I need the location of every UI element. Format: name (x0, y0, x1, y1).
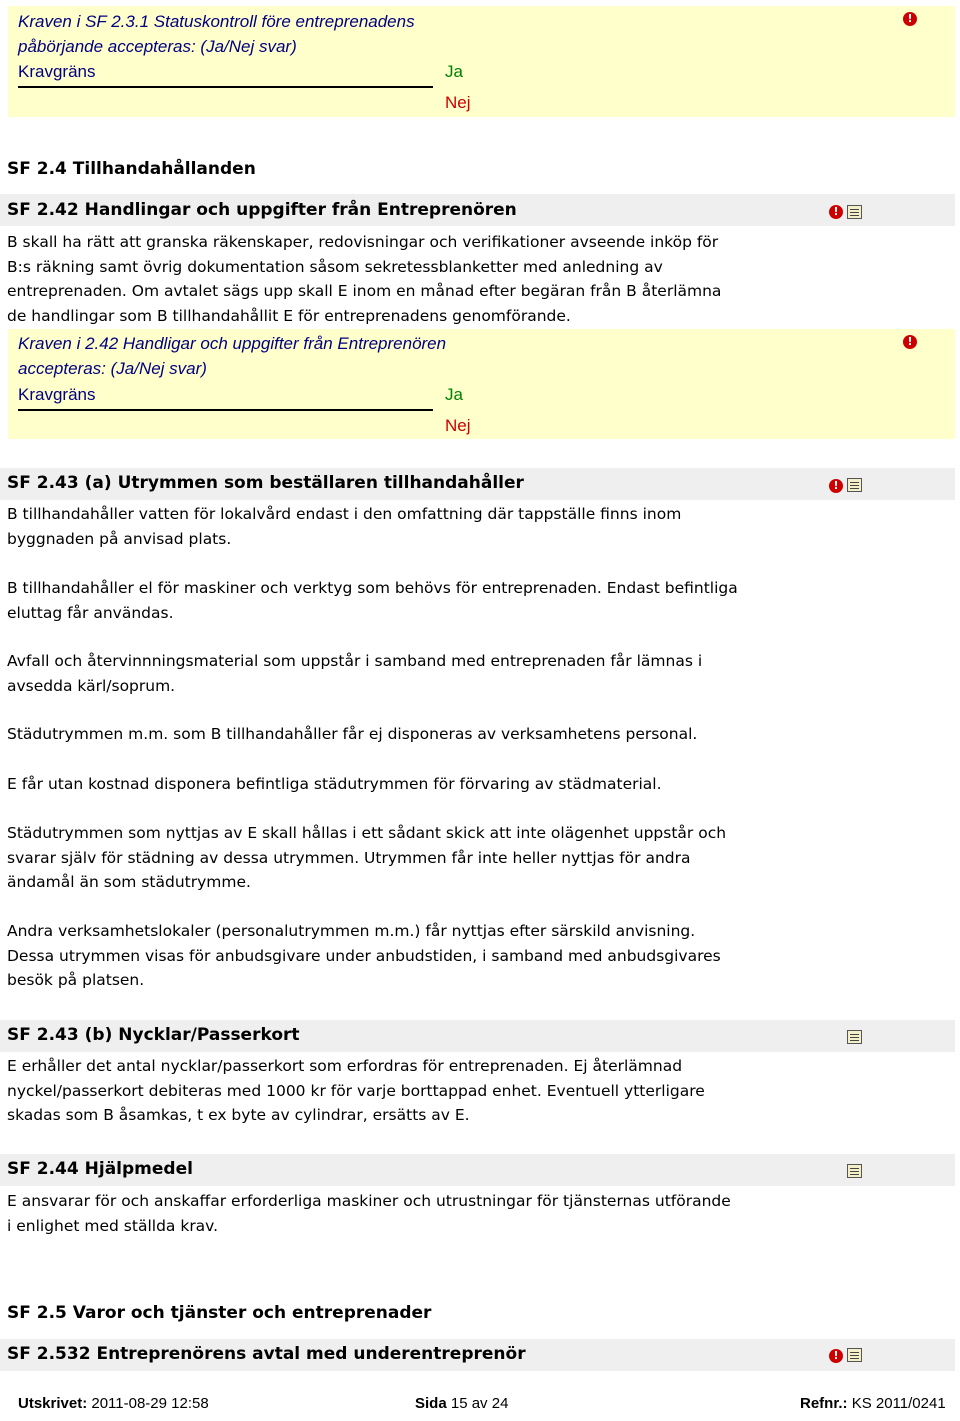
exclamation-icon: ! (829, 205, 843, 219)
footer-printed (18, 1395, 209, 1412)
exclamation-icon: ! (903, 335, 917, 349)
exclamation-icon: ! (829, 1349, 843, 1363)
paragraph (7, 576, 807, 625)
body-line: B skall ha rätt att granska räkenskaper, redovisningar och verifikationer avseende inköp för (7, 233, 719, 251)
body-line: de handlingar som B tillhandahållit E för entreprenadens genomförande. (7, 306, 571, 325)
body-line: E får utan kostnad disponera befintliga städutrymmen för förvaring av städmaterial. (7, 775, 662, 793)
body-line: Städutrymmen som nyttjas av E skall hållas i ett sådant skick att inte olägenhet uppstår och (7, 824, 727, 842)
section-heading-2-43a: SF 2.43 (a) Utrymmen som beställaren tillhandahåller (7, 473, 524, 493)
body-line: avsedda kärl/soprum. (7, 676, 176, 695)
body-line: Andra verksamhetslokaler (personalutrymmen m.m.) får nyttjas efter särskild anvisning. (7, 922, 696, 940)
body-line: Städutrymmen m.m. som B tillhandahåller får ej disponeras av verksamhetens personal. (7, 725, 698, 743)
body-line: B tillhandahåller el för maskiner och verktyg som behövs för entreprenaden. Endast befintliga (7, 579, 738, 597)
answer-no[interactable]: Nej (445, 416, 471, 435)
requirement-title (18, 331, 446, 381)
exclamation-icon: ! (903, 12, 917, 26)
section-heading-2-44: SF 2.44 Hjälpmedel (7, 1159, 193, 1179)
answer-yes[interactable]: Ja (445, 385, 463, 404)
limit-label: Kravgräns (18, 385, 96, 404)
note-icon[interactable] (847, 1030, 862, 1044)
answer-no[interactable]: Nej (445, 93, 471, 112)
body-line: entreprenaden. Om avtalet sägs upp skall E inom en månad efter begäran från B återlämna (7, 282, 722, 300)
requirement-title-line1: Kraven i 2.42 Handligar och uppgifter från Entreprenören (18, 334, 447, 353)
paragraph (7, 649, 807, 698)
exclamation-icon: ! (829, 479, 843, 493)
note-icon[interactable] (847, 1348, 862, 1362)
ref-label: Refnr.: (800, 1395, 848, 1412)
page-of: av (471, 1395, 488, 1412)
requirement-title (18, 9, 415, 59)
limit-line (18, 409, 433, 411)
paragraph (7, 722, 807, 747)
note-icon[interactable] (847, 1164, 862, 1178)
section-heading-2-4: SF 2.4 Tillhandahållanden (7, 159, 256, 179)
body-line: E erhåller det antal nycklar/passerkort som erfordras för entreprenaden. Ej återlämnad (7, 1057, 683, 1075)
limit-line (18, 86, 433, 88)
body-line: eluttag får användas. (7, 603, 174, 622)
body-line: nyckel/passerkort debiteras med 1000 kr för varje borttappad enhet. Eventuell ytterligare (7, 1081, 705, 1100)
footer-ref (800, 1395, 946, 1412)
note-icon[interactable] (847, 478, 862, 492)
requirement-title-line2: accepteras: (Ja/Nej svar) (18, 359, 207, 378)
body-line: Dessa utrymmen visas för anbudsgivare under anbudstiden, i samband med anbudsgivares (7, 946, 721, 965)
paragraph (7, 919, 807, 993)
body-line: i enlighet med ställda krav. (7, 1216, 219, 1235)
body-line: B tillhandahåller vatten för lokalvård endast i den omfattning där tappställe finns inom (7, 505, 682, 523)
requirement-box-2-3-1 (8, 6, 955, 117)
answer-yes[interactable]: Ja (445, 62, 463, 81)
ref-value: KS 2011/0241 (851, 1395, 946, 1412)
body-line: B:s räkning samt övrig dokumentation såsom sekretessblanketter med anledning av (7, 257, 663, 276)
printed-value: 2011-08-29 12:58 (91, 1395, 209, 1412)
body-line: besök på platsen. (7, 971, 145, 989)
body-line: svarar själv för städning av dessa utrymmen. Utrymmen får inte heller nyttjas för andra (7, 848, 691, 867)
body-line: Avfall och återvinnningsmaterial som uppstår i samband med entreprenaden får lämnas i (7, 652, 703, 670)
requirement-box-2-42 (8, 329, 955, 439)
paragraph (7, 502, 807, 551)
note-icon[interactable] (847, 205, 862, 219)
page-number: 15 (450, 1395, 468, 1412)
page-total: 24 (491, 1395, 509, 1412)
requirement-title-line2: påbörjande accepteras: (Ja/Nej svar) (18, 37, 297, 56)
limit-label: Kravgräns (18, 62, 96, 81)
section-heading-2-532: SF 2.532 Entreprenörens avtal med underentreprenör (7, 1344, 526, 1364)
requirement-title-line1: Kraven i SF 2.3.1 Statuskontroll före entreprenadens (18, 12, 415, 31)
paragraph (7, 772, 807, 797)
section-heading-2-5: SF 2.5 Varor och tjänster och entreprenader (7, 1303, 432, 1323)
body-line: byggnaden på anvisad plats. (7, 529, 232, 548)
section-heading-2-43b: SF 2.43 (b) Nycklar/Passerkort (7, 1025, 300, 1045)
section-body-2-43b (7, 1054, 807, 1128)
body-line: skadas som B åsamkas, t ex byte av cylindrar, ersätts av E. (7, 1106, 470, 1124)
section-body-2-42 (7, 230, 837, 328)
body-line: ändamål än som städutrymme. (7, 873, 251, 891)
printed-label: Utskrivet: (18, 1395, 88, 1412)
paragraph (7, 821, 807, 895)
section-body-2-44 (7, 1189, 847, 1238)
page-label: Sida (415, 1395, 447, 1412)
footer-page (415, 1395, 508, 1412)
section-heading-2-42: SF 2.42 Handlingar och uppgifter från Entreprenören (7, 200, 517, 220)
body-line: E ansvarar för och anskaffar erforderliga maskiner och utrustningar för tjänsternas utförande (7, 1192, 731, 1210)
